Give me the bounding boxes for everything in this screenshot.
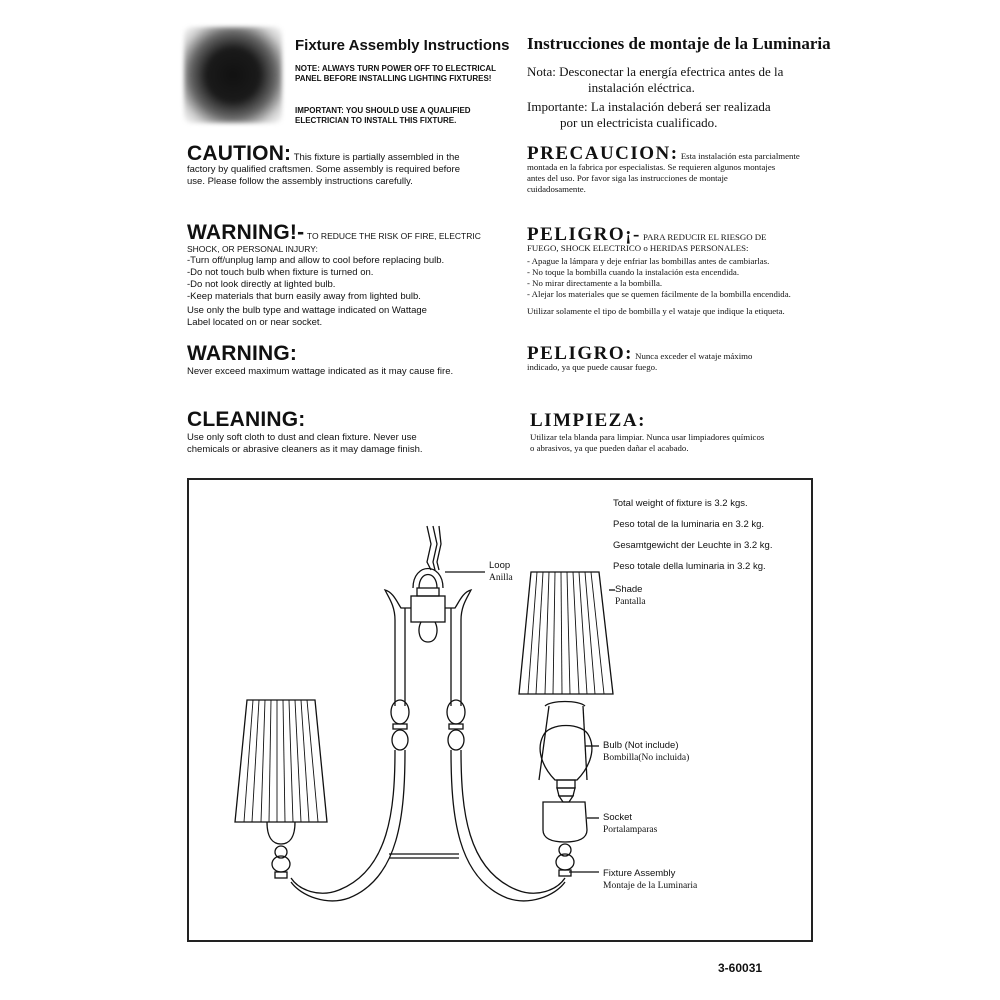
- wire: [437, 526, 441, 570]
- title-english: Fixture Assembly Instructions: [295, 37, 510, 54]
- peligro-item: - Apague la lámpara y deje enfriar las bombillas antes de cambiarlas.: [527, 256, 770, 266]
- nota-line1: Desconectar la energía efectrica antes de la: [559, 64, 784, 79]
- limpieza-line2: o abrasivos, ya que pueden dañar el acabado.: [530, 443, 689, 453]
- right-shade: [519, 572, 613, 694]
- caution-line1: This fixture is partially assembled in the: [293, 152, 460, 163]
- importante-label: Importante:: [527, 99, 588, 114]
- warning-item: -Do not look directly at lighted bulb.: [187, 279, 336, 290]
- bulb-label-en: Bulb (Not include): [603, 740, 679, 751]
- peligro-list: [527, 256, 827, 300]
- peligro-item: - No toque la bombilla cuando la instalación esta encendida.: [527, 267, 740, 277]
- socket-illustration: [543, 802, 587, 842]
- document-code: 3-60031: [718, 961, 763, 975]
- precaucion-title: PRECAUCION:: [527, 143, 679, 164]
- shade-label-es: Pantalla: [615, 597, 646, 607]
- fixture-label-en: Fixture Assembly: [603, 868, 676, 879]
- fixture-label-es: Montaje de la Luminaria: [603, 881, 698, 891]
- important-label: IMPORTANT:: [295, 106, 344, 115]
- weight-line: Peso total de la luminaria en 3.2 kg.: [613, 519, 765, 530]
- warning-bulb-line2: Label located on or near socket.: [187, 317, 323, 328]
- shade-label: [615, 584, 646, 608]
- loop-label: [489, 560, 513, 584]
- precaucion-line4: cuidadosamente.: [527, 184, 586, 194]
- note-english: [295, 64, 515, 84]
- peligro-item: - No mirar directamente a la bombilla.: [527, 278, 663, 288]
- brand-logo: [184, 27, 282, 123]
- fixture-diagram: [187, 478, 813, 942]
- peligro2-spanish: [527, 343, 827, 373]
- peligro2-line1: Nunca exceder el wataje máximo: [635, 351, 753, 361]
- limpieza-title: LIMPIEZA:: [530, 410, 646, 431]
- socket-label: [603, 812, 657, 836]
- caution-english: [187, 142, 507, 188]
- peligro-item: - Alejar los materiales que se quemen fácilmente de la bombilla encendida.: [527, 289, 791, 299]
- left-arm-top: [385, 590, 411, 706]
- precaucion-spanish: [527, 143, 822, 195]
- warning-bulb-line1: Use only the bulb type and wattage indicated on Wattage: [187, 305, 427, 316]
- peligro-lead2: FUEGO, SHOCK ELECTRICO o HERIDAS PERSONALES:: [527, 243, 749, 253]
- limpieza-spanish: [530, 410, 830, 454]
- precaucion-line2: montada en la fabrica por especialistas. Se requieren algunos montajes: [527, 162, 776, 172]
- warning2-text: Never exceed maximum wattage indicated as it may cause fire.: [187, 366, 454, 377]
- caution-line2: factory by qualified craftsmen. Some assembly is required before: [187, 164, 460, 175]
- cleaning-line2: chemicals or abrasive cleaners as it may damage finish.: [187, 444, 423, 455]
- weight-line: Peso totale della luminaria in 3.2 kg.: [613, 561, 766, 572]
- right-arm-top: [445, 590, 471, 706]
- peligro-lead1: PARA REDUCIR EL RIESGO DE: [642, 232, 767, 242]
- peligro2-title: PELIGRO:: [527, 343, 633, 364]
- peligro-title: PELIGRO¡-: [527, 224, 641, 245]
- shade-label-en: Shade: [615, 584, 643, 595]
- caution-line3: use. Please follow the assembly instructions carefully.: [187, 176, 413, 187]
- importante-line1: La instalación deberá ser realizada: [590, 99, 771, 114]
- important-text: YOU SHOULD USE A QUALIFIED ELECTRICIAN TO INSTALL THIS FIXTURE.: [295, 106, 471, 125]
- note-spanish: [527, 64, 783, 96]
- peligro-spanish: [527, 224, 827, 317]
- peligro2-line2: indicado, ya que puede causar fuego.: [527, 362, 658, 372]
- note-text: ALWAYS TURN POWER OFF TO ELECTRICAL PANEL BEFORE INSTALLING LIGHTING FIXTURES!: [295, 64, 496, 83]
- weight-line: Gesamtgewicht der Leuchte in 3.2 kg.: [613, 540, 773, 551]
- peligro-bulb: Utilizar solamente el tipo de bombilla y el wataje que indique la etiqueta.: [527, 306, 785, 316]
- weight-line: Total weight of fixture is 3.2 kgs.: [613, 498, 748, 509]
- bulb-label-es: Bombilla(No incluida): [603, 753, 690, 763]
- warning2-english: [187, 342, 507, 378]
- loop-label-en: Loop: [489, 560, 511, 571]
- important-english: [295, 106, 515, 126]
- fixture-assembly-label: [603, 868, 697, 892]
- warning-item: -Do not touch bulb when fixture is turned on.: [187, 267, 374, 278]
- caution-title: CAUTION:: [187, 142, 292, 165]
- socket-label-es: Portalamparas: [603, 825, 658, 835]
- precaucion-line3: antes del uso. Por favor siga las instrucciones de montaje: [527, 173, 728, 183]
- warning2-title: WARNING:: [187, 342, 298, 365]
- wire: [433, 526, 437, 570]
- nota-label: Nota:: [527, 64, 556, 79]
- weight-lines: [613, 498, 772, 573]
- socket-label-en: Socket: [603, 812, 633, 823]
- cleaning-english: [187, 408, 507, 456]
- center-bulb: [419, 622, 437, 642]
- warning-lead2: SHOCK, OR PERSONAL INJURY:: [187, 244, 318, 254]
- nota-line2: instalación eléctrica.: [588, 80, 695, 95]
- warning-item: -Turn off/unplug lamp and allow to cool before replacing bulb.: [187, 255, 445, 266]
- precaucion-line1: Esta instalación esta parcialmente: [680, 151, 800, 161]
- importante-line2: por un electricista cualificado.: [560, 115, 718, 130]
- cleaning-title: CLEANING:: [187, 408, 306, 431]
- important-spanish: [527, 99, 771, 131]
- wire: [427, 526, 431, 570]
- note-label: NOTE:: [295, 64, 320, 73]
- loop-ring: [413, 569, 443, 589]
- title-spanish: Instrucciones de montaje de la Luminaria: [527, 34, 831, 53]
- right-lower-arm: [461, 750, 565, 893]
- limpieza-line1: Utilizar tela blanda para limpiar. Nunca usar limpiadores químicos: [530, 432, 765, 442]
- cleaning-line1: Use only soft cloth to dust and clean fixture. Never use: [187, 432, 417, 443]
- warning-english: [187, 221, 507, 329]
- bulb-label: [603, 740, 689, 764]
- loop-label-es: Anilla: [489, 573, 513, 583]
- warning-title: WARNING!-: [187, 221, 305, 244]
- warning-lead1: TO REDUCE THE RISK OF FIRE, ELECTRIC: [306, 231, 481, 241]
- warning-item: -Keep materials that burn easily away from lighted bulb.: [187, 291, 421, 302]
